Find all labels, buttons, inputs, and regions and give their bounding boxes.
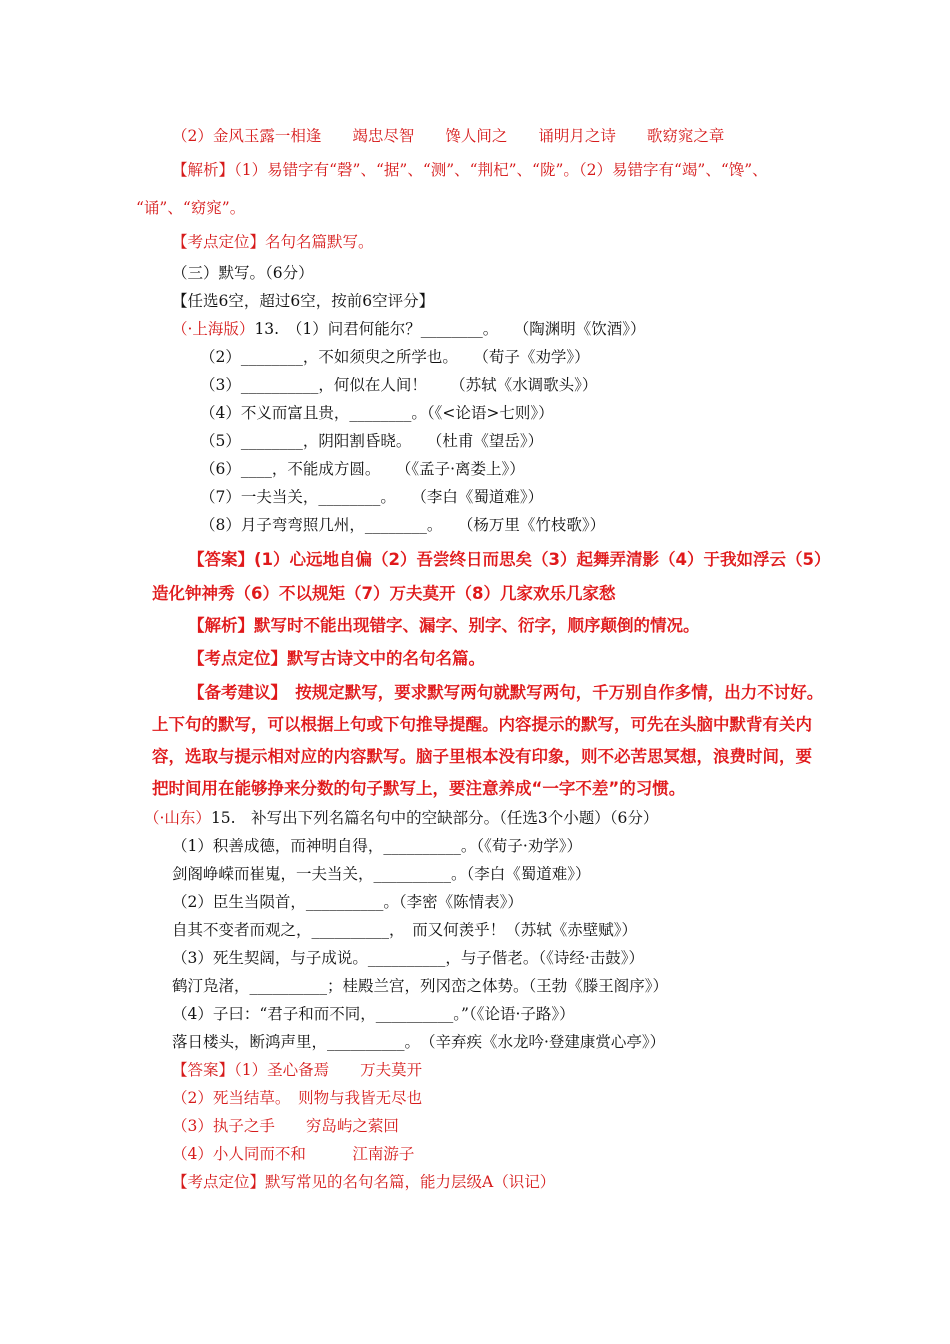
topic-text: 名句名篇默写。 (265, 233, 374, 251)
q15-answer-3: （3）执子之手 穷岛屿之萦回 (172, 1117, 399, 1135)
q13-topic: 【考点定位】默写古诗文中的名句名篇。 (188, 649, 485, 668)
q15-answer-2: （2）死当结草。 则物与我皆无尽也 (172, 1089, 423, 1107)
q15-answer-4: （4）小人同而不和 江南游子 (172, 1145, 415, 1163)
q13-analysis: 【解析】默写时不能出现错字、漏字、别字、衍字，顺序颠倒的情况。 (188, 616, 700, 635)
q13-advice: 【备考建议】 按规定默写，要求默写两句就默写两句，千万别自作多情，出力不讨好。 (188, 683, 824, 702)
source-tag-shandong: （·山东） (144, 809, 211, 827)
question-13-text: 13. （1）问君何能尔？________。 （陶渊明《饮酒》） (254, 320, 646, 338)
q13-advice-3: 容，选取与提示相对应的内容默写。脑子里根本没有印象，则不必苦思冥想，浪费时间，要 (152, 747, 812, 766)
q13-advice-4: 把时间用在能够挣来分数的句子默写上，要注意养成“一字不差”的习惯。 (152, 779, 686, 798)
section-rule: 【任选6空，超过6空，按前6空评分】 (172, 292, 435, 310)
analysis-tag: 【解析】 (172, 161, 235, 179)
analysis-line-cont: “诵”、“窈窕”。 (136, 199, 246, 217)
q13-advice-2: 上下句的默写，可以根据上句或下句推导提醒。内容提示的默写，可先在头脑中默背有关内 (152, 715, 812, 734)
q13-item-2: （2）________，不如须臾之所学也。 （荀子《劝学》） (200, 348, 590, 366)
q15-item-4a: （4）子曰：“君子和而不同，__________。”（《论语·子路》） (172, 1005, 575, 1023)
q13-item-4: （4）不义而富且贵，________。（《<论语>七则》） (200, 404, 554, 422)
q13-item-7: （7）一夫当关，________。 （李白《蜀道难》） (200, 488, 544, 506)
q15-topic-tag: 【考点定位】 (172, 1173, 266, 1191)
question-13 (172, 319, 645, 339)
q15-topic (172, 1172, 555, 1192)
q13-item-3: （3）__________，何似在人间！ （苏轼《水调歌头》） (200, 376, 598, 394)
answer-line-2: （2）金风玉露一相逢 竭忠尽智 馋人间之 诵明月之诗 歌窈窕之章 (172, 127, 725, 145)
q15-item-4b: 落日楼头，断鸿声里，__________。 （辛弃疾《水龙吟·登建康赏心亭》） (172, 1033, 666, 1051)
q15-item-2a: （2）臣生当陨首，__________。（李密《陈情表》） (172, 893, 523, 911)
q13-item-5: （5）________，阴阳割昏晓。 （杜甫《望岳》） (200, 432, 544, 450)
q13-answer-cont: 造化钟神秀（6）不以规矩（7）万夫莫开（8）几家欢乐几家愁 (152, 584, 616, 603)
q13-item-6: （6）____，不能成方圆。 （《孟子·离娄上》） (200, 460, 525, 478)
topic-tag: 【考点定位】 (172, 233, 266, 251)
q15-topic-text: 默写常见的名句名篇，能力层级A（识记） (265, 1173, 556, 1191)
q15-item-3a: （3）死生契阔，与子成说。__________，与子偕老。（《诗经·击鼓》） (172, 949, 645, 967)
question-15 (144, 808, 658, 828)
q15-item-2b: 自其不变者而观之，__________， 而又何羡乎！（苏轼《赤壁赋》） (172, 921, 638, 939)
section-heading: （三）默写。（6分） (172, 264, 314, 282)
analysis-line (172, 160, 768, 180)
q15-item-1b: 剑阁峥嵘而崔嵬，一夫当关，__________。（李白《蜀道难》） (172, 865, 591, 883)
q13-item-8: （8）月子弯弯照几州，________。 （杨万里《竹枝歌》） (200, 516, 606, 534)
question-15-text: 15. 补写出下列名篇名句中的空缺部分。（任选3个小题）（6分） (210, 809, 659, 827)
analysis-text: （1）易错字有“磬”、“据”、“测”、“荆杞”、“陇”。（2）易错字有“竭”、“馋”、 (234, 161, 768, 179)
q15-item-3b: 鹤汀凫渚，__________；桂殿兰宫，列冈峦之体势。（王勃《滕王阁序》） (172, 977, 669, 995)
q15-item-1a: （1）积善成德，而神明自得，__________。（《荀子·劝学》） (172, 837, 583, 855)
source-tag-shanghai: （·上海版） (172, 320, 255, 338)
topic-line (172, 232, 374, 252)
q13-answer: 【答案】(1）心远地自偏（2）吾尝终日而思矣（3）起舞弄清影（4）于我如浮云（5） (188, 550, 831, 569)
q15-answer-1: 【答案】（1）圣心备焉 万夫莫开 (172, 1061, 423, 1079)
